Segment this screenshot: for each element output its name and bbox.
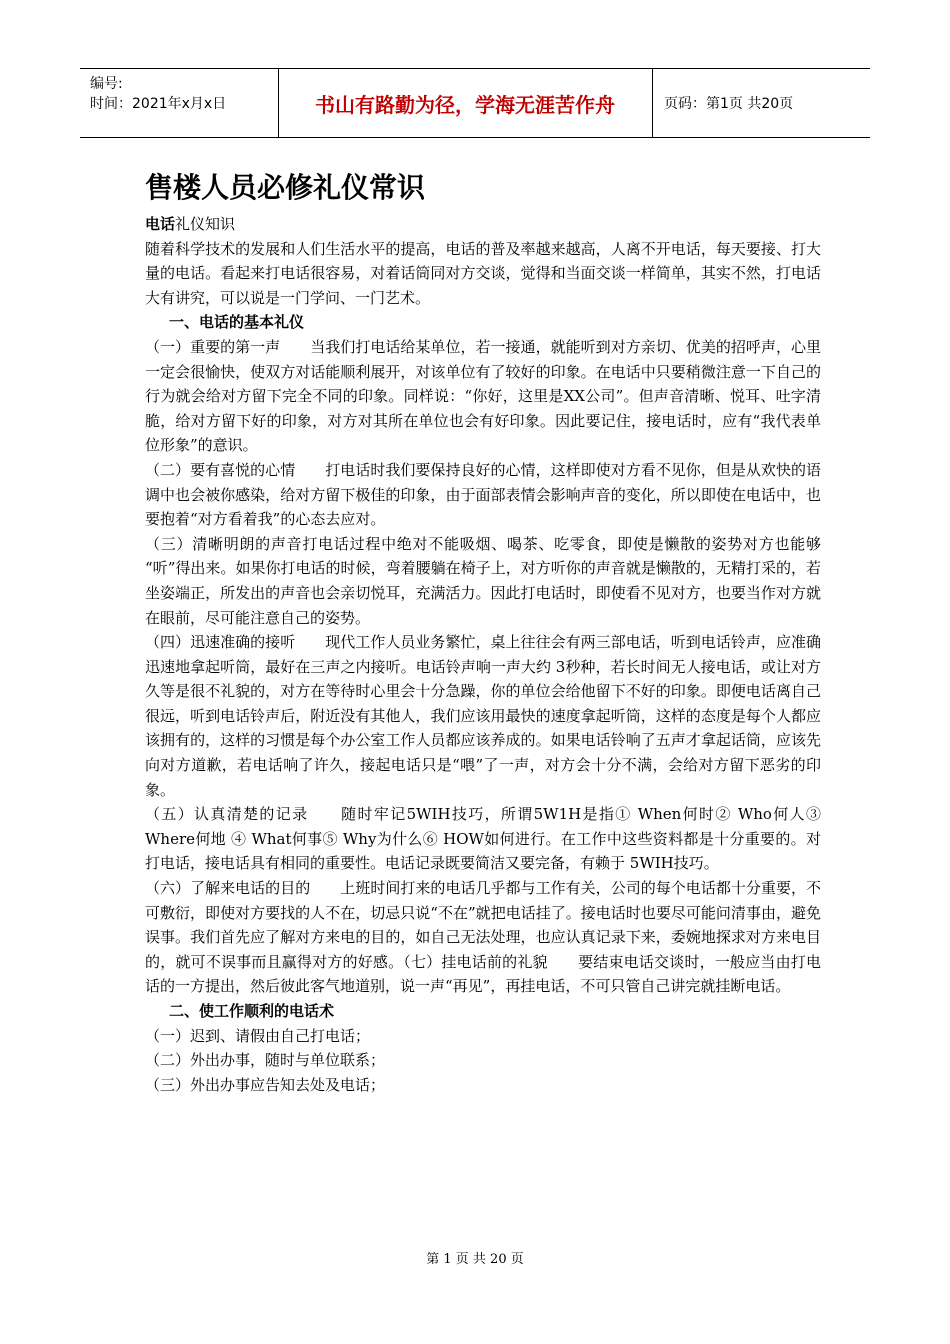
list-item: （一）迟到、请假由自己打电话； [145,1026,371,1045]
header-motto: 书山有路勤为径，学海无涯苦作舟 [278,69,653,137]
paragraph-6: （六）了解来电话的目的 上班时间打来的电话几乎都与工作有关，公司的每个电话都十分重要，不可敷衍，即使对方要找的人不在，切忌只说“不在”就把电话挂了。接电话时也要尽可能问清事由，避免误事。我们首先应了解对方来电的目的，如自己无法处理，也应认真记录下来，委婉地探求对方来电目的，就可不误事而且赢得对方的好感。（七）挂电话前的礼貌 要结束电话交谈时，一般应当由打电话的一方提出，然后彼此客气地道别，说一声“再见”，再挂电话，不可只管自己讲完就挂断电话。 [145,879,821,996]
list-item: （三）外出办事应告知去处及电话； [145,1075,386,1094]
page-header [80,68,870,138]
section2-heading: 二、使工作顺利的电话术 [169,1002,335,1020]
header-page-info: 页码：第1页 共20页 [664,96,794,112]
list-item: （二）外出办事，随时与单位联系； [145,1051,386,1070]
header-info-cell [80,69,279,137]
paragraph-3: （三）清晰明朗的声音打电话过程中绝对不能吸烟、喝茶、吃零食，即使是懒散的姿势对方也能够 “听”得出来。如果你打电话的时候，弯着腰躺在椅子上，对方听你的声音就是懒散的，无精打采的，若坐姿端正，所发出的声音也会亲切悦耳，充满活力。因此打电话时，即使看不见对方，也要当作对方就在眼前，尽可能注意自己的姿势。 [145,534,821,627]
subtitle-bold: 电话 [145,215,176,233]
header-number-label: 编号: [90,76,123,92]
page-footer: 第 1 页 共 20 页 [426,1252,524,1267]
document-body [145,168,821,1097]
paragraph-1: （一）重要的第一声 当我们打电话给某单位，若一接通，就能听到对方亲切、优美的招呼声，心里一定会很愉快，使双方对话能顺利展开，对该单位有了较好的印象。在电话中只要稍微注意一下自己的行为就会给对方留下完全不同的印象。同样说：“你好，这里是XX公司”。但声音清晰、悦耳、吐字清脆，给对方留下好的印象，对方对其所在单位也会有好印象。因此要记住，接电话时，应有“我代表单位形象”的意识。 [145,337,821,455]
paragraph-2: （二）要有喜悦的心情 打电话时我们要保持良好的心情，这样即使对方看不见你，但是从欢快的语调中也会被你感染，给对方留下极佳的印象，由于面部表情会影响声音的变化，所以即使在电话中，也要抱着“对方看着我”的心态去应对。 [145,460,821,529]
header-time-label: 时间：2021年x月x日 [90,96,227,112]
subtitle-rest: 礼仪知识 [175,215,236,233]
document-title: 售楼人员必修礼仪常识 [145,171,426,204]
paragraph-5: （五）认真清楚的记录 随时牢记5WIH技巧，所谓5W1H是指① When何时② Who何人③ Where何地 ④ What何事⑤ Why为什么⑥ HOW如何进行。在工作中这些资料都是十分重要的。对打电话，接电话具有相同的重要性。电话记录既要简洁又要完备，有赖于 5WIH技巧。 [145,805,821,873]
section1-heading: 一、电话的基本礼仪 [169,313,305,332]
document-subtitle [145,212,821,237]
intro-paragraph: 随着科学技术的发展和人们生活水平的提高，电话的普及率越来越高，人离不开电话，每天要接、打大量的电话。看起来打电话很容易，对着话筒同对方交谈，觉得和当面交谈一样简单，其实不然，打电话大有讲究，可以说是一门学问、一门艺术。 [145,239,821,307]
paragraph-4: （四）迅速准确的接听 现代工作人员业务繁忙，桌上往往会有两三部电话，听到电话铃声，应准确迅速地拿起听筒，最好在三声之内接听。电话铃声响一声大约 3秒种，若长时间无人接电话，或让对方久等是很不礼貌的，对方在等待时心里会十分急躁，你的单位会给他留下不好的印象。即便电话离自己很远，听到电话铃声后，附近没有其他人，我们应该用最快的速度拿起听筒，这样的态度是每个人都应该拥有的，这样的习惯是每个办公室工作人员都应该养成的。如果电话铃响了五声才拿起话筒，应该先向对方道歉，若电话响了许久，接起电话只是“喂”了一声，对方会十分不满，会给对方留下恶劣的印象。 [145,633,821,799]
